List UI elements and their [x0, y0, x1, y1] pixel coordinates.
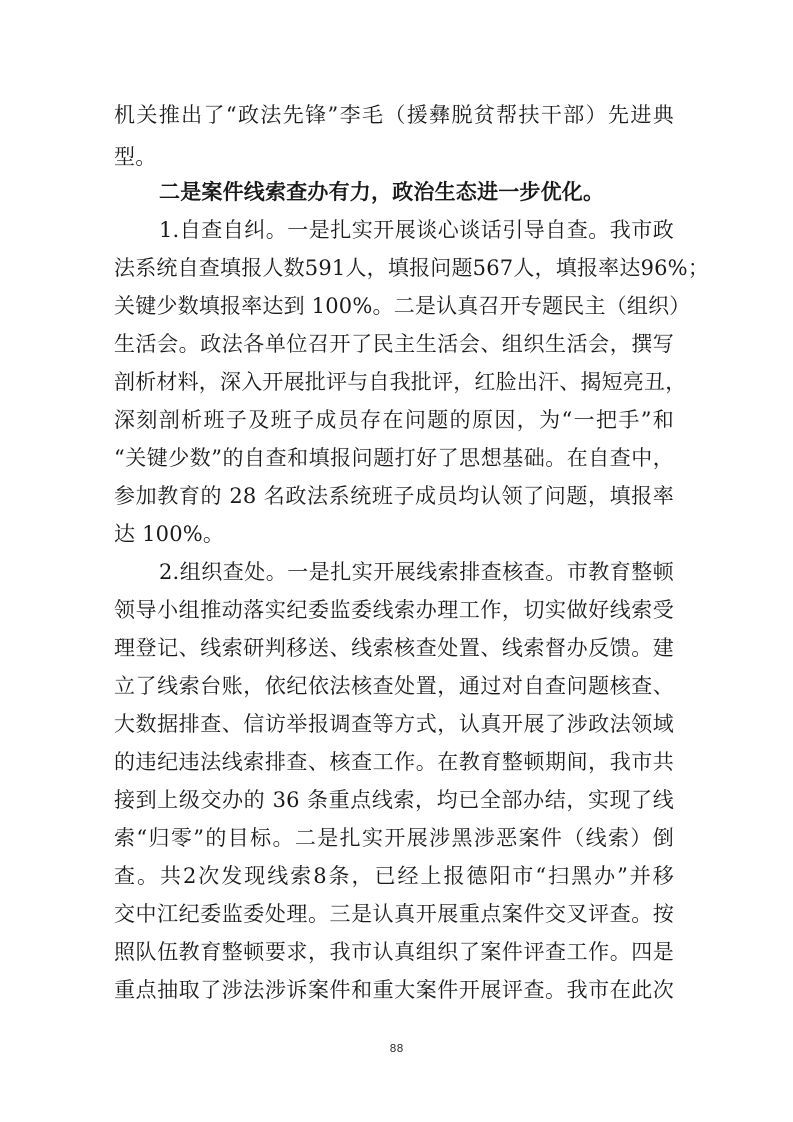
- text-line: 照队伍教育整顿要求，我市认真组织了案件评查工作。四是: [114, 940, 674, 964]
- text-line: 深刻剖析班子及班子成员存在问题的原因，为“一把手”和: [114, 408, 674, 432]
- text-line: 剖析材料，深入开展批评与自我批评，红脸出汗、揭短亮丑，: [114, 370, 687, 394]
- text-line: 大数据排查、信访举报调查等方式，认真开展了涉政法领域: [114, 712, 674, 736]
- text-line: 的违纪违法线索排查、核查工作。在教育整顿期间，我市共: [114, 750, 674, 774]
- text-line: 2.组织查处。一是扎实开展线索排查核查。市教育整顿: [159, 560, 674, 584]
- page-number: 88: [389, 1042, 404, 1055]
- text-line: 领导小组推动落实纪委监委线索办理工作，切实做好线索受: [114, 598, 674, 622]
- text-line: 索“归零”的目标。二是扎实开展涉黑涉恶案件（线索）倒: [114, 826, 674, 850]
- text-line: 查。共2次发现线索8条，已经上报德阳市“扫黑办”并移: [114, 864, 674, 888]
- text-line: 参加教育的 28 名政法系统班子成员均认领了问题，填报率: [114, 484, 674, 508]
- text-line: 立了线索台账，依纪依法核查处置，通过对自查问题核查、: [114, 674, 674, 698]
- text-line: 法系统自查填报人数591人，填报问题567人，填报率达96%；: [114, 256, 710, 280]
- text-line: 接到上级交办的 36 条重点线索，均已全部办结，实现了线: [114, 788, 674, 812]
- text-line: 理登记、线索研判移送、线索核查处置、线索督办反馈。建: [114, 636, 674, 660]
- section-heading: 二是案件线索查办有力，政治生态进一步优化。: [159, 179, 605, 204]
- text-line: 生活会。政法各单位召开了民主生活会、组织生活会，撰写: [114, 332, 674, 356]
- text-line: 交中江纪委监委处理。三是认真开展重点案件交叉评查。按: [114, 902, 674, 926]
- text-line: 重点抽取了涉法涉诉案件和重大案件开展评查。我市在此次: [114, 978, 674, 1002]
- text-line: 关键少数填报率达到 100%。二是认真召开专题民主（组织）: [114, 294, 691, 318]
- text-line: 型。: [114, 145, 157, 169]
- text-line: 达 100%。: [114, 522, 225, 546]
- text-line: “关键少数”的自查和填报问题打好了思想基础。在自查中，: [114, 446, 674, 470]
- text-line: 机关推出了“政法先锋”李毛（援彝脱贫帮扶干部）先进典: [114, 103, 674, 127]
- text-line: 1.自查自纠。一是扎实开展谈心谈话引导自查。我市政: [159, 218, 674, 242]
